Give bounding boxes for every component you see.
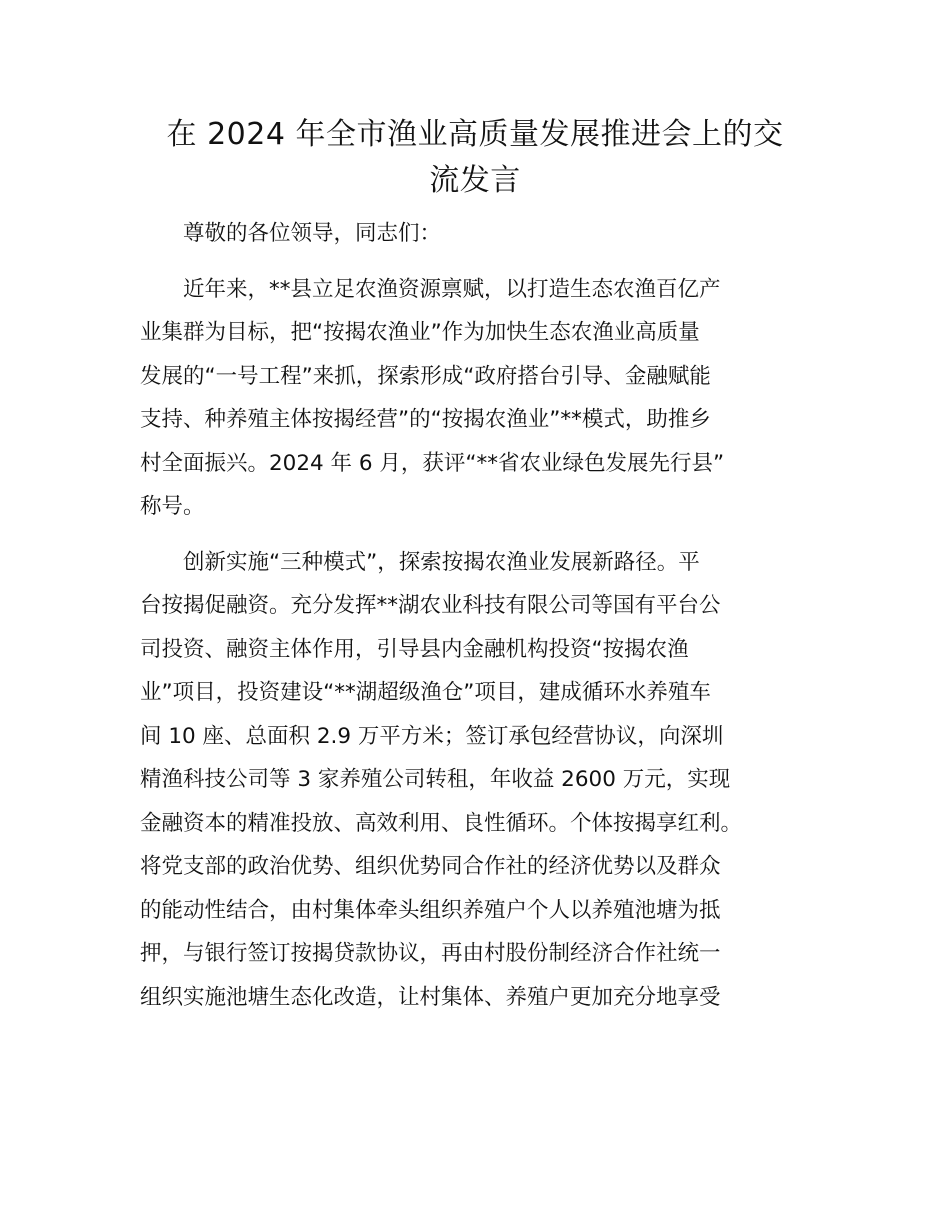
paragraph-2-line: 组织实施池塘生态化改造，让村集体、养殖户更加充分地享受 (140, 984, 721, 1010)
document-title (140, 112, 810, 204)
paragraph-1 (140, 268, 825, 529)
paragraph-1-line: 发展的“一号工程”来抓，探索形成“政府搭台引导、金融赋能 (140, 363, 711, 389)
paragraph-2-line: 司投资、融资主体作用，引导县内金融机构投资“按揭农渔 (140, 636, 689, 662)
paragraph-2-line: 押，与银行签订按揭贷款协议，再由村股份制经济合作社统一 (140, 941, 721, 966)
paragraph-1-line: 称号。 (140, 494, 205, 519)
paragraph-2-line: 将党支部的政治优势、组织优势同合作社的经济优势以及群众 (140, 854, 721, 879)
salutation: 尊敬的各位领导，同志们： (183, 221, 442, 246)
document-body (140, 212, 825, 1031)
paragraph-2-line: 间 10 座、总面积 2.9 万平方米；签订承包经营协议，向深圳 (140, 723, 724, 749)
paragraph-1-line: 业集群为目标，把“按揭农渔业”作为加快生态农渔业高质量 (140, 320, 700, 345)
title-line-1: 在 2024 年全市渔业高质量发展推进会上的交 (166, 117, 784, 152)
paragraph-2-line: 精渔科技公司等 3 家养殖公司转租，年收益 2600 万元，实现 (140, 767, 731, 792)
paragraph-2-line: 的能动性结合，由村集体牵头组织养殖户个人以养殖池塘为抵 (140, 897, 721, 923)
paragraph-2-line: 金融资本的精准投放、高效利用、良性循环。个体按揭享红利。 (140, 810, 743, 836)
paragraph-1-line: 支持、种养殖主体按揭经营”的“按揭农渔业”**模式，助推乡 (140, 407, 711, 432)
paragraph-1-line: 村全面振兴。2024 年 6 月，获评“**省农业绿色发展先行县” (140, 450, 725, 476)
title-line-2: 流发言 (429, 163, 521, 198)
paragraph-1-line: 近年来，**县立足农渔资源禀赋，以打造生态农渔百亿产 (183, 276, 721, 302)
paragraph-2-line: 业”项目，投资建设“**湖超级渔仓”项目，建成循环水养殖车 (140, 680, 711, 705)
paragraph-2-line: 创新实施“三种模式”，探索按揭农渔业发展新路径。平 (183, 549, 700, 575)
paragraph-2-line: 台按揭促融资。充分发挥**湖农业科技有限公司等国有平台公 (140, 593, 721, 618)
paragraph-2 (140, 541, 825, 1020)
